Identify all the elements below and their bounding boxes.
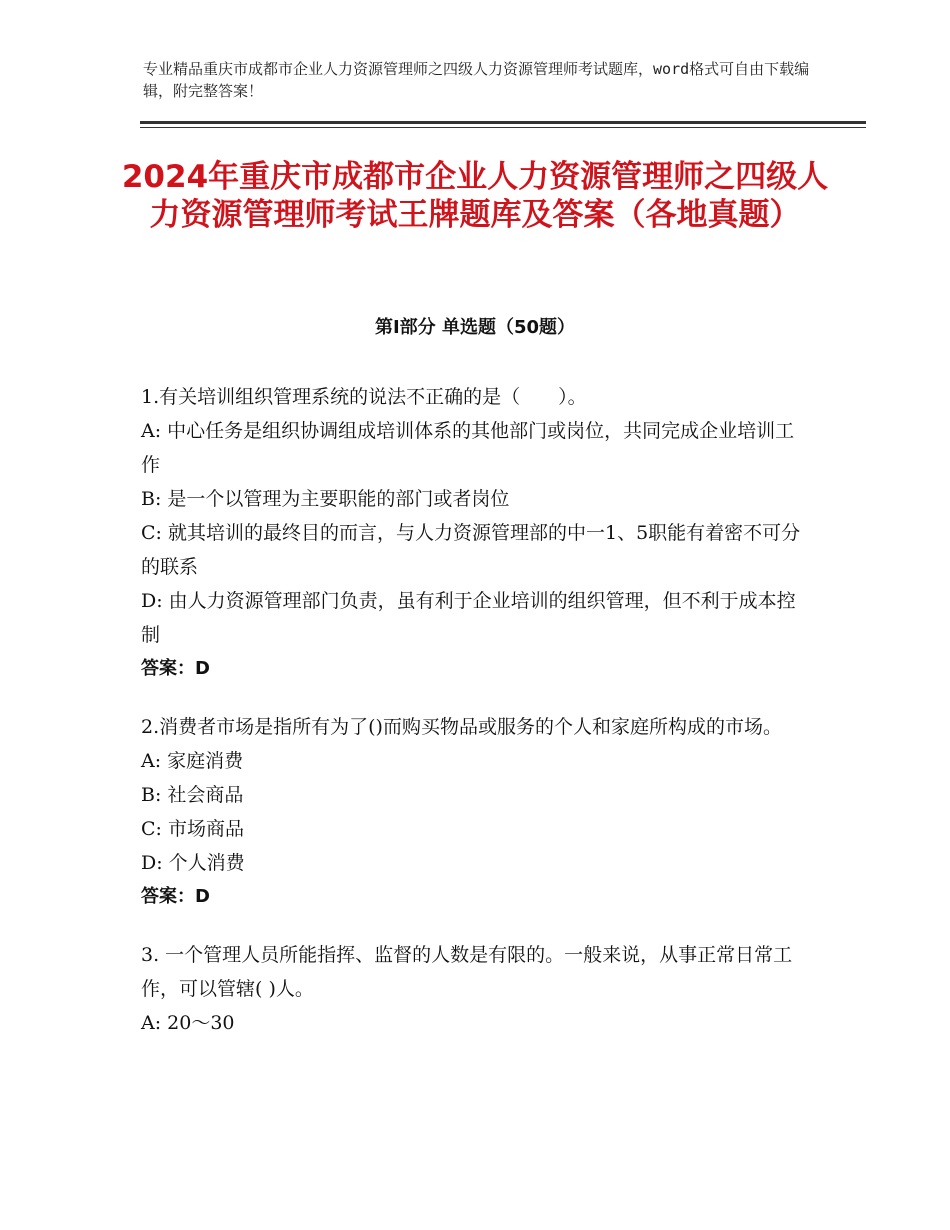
option-b: B: 社会商品 bbox=[141, 784, 244, 806]
option-d: D: 由人力资源管理部门负责，虽有利于企业培训的组织管理，但不利于成本控制 bbox=[141, 590, 796, 646]
option-c: C: 就其培训的最终目的而言，与人力资源管理部的中一1、5职能有着密不可分的联系 bbox=[141, 522, 801, 578]
question-list bbox=[141, 380, 806, 1064]
answer-label: 答案：D bbox=[141, 886, 210, 907]
option-b: B: 是一个以管理为主要职能的部门或者岗位 bbox=[141, 488, 510, 510]
answer-label: 答案：D bbox=[141, 658, 210, 679]
section-title: 第Ⅰ部分 单选题（50题） bbox=[374, 317, 575, 338]
header-rule-thin bbox=[140, 127, 866, 128]
question-stem: 2.消费者市场是指所有为了()而购买物品或服务的个人和家庭所构成的市场。 bbox=[141, 716, 782, 738]
question-stem: 3. 一个管理人员所能指挥、监督的人数是有限的。一般来说，从事正常日常工作，可以管辖( )人。 bbox=[141, 944, 793, 1000]
question-1 bbox=[141, 380, 806, 686]
question-stem: 1.有关培训组织管理系统的说法不正确的是（ ）。 bbox=[141, 386, 587, 408]
option-c: C: 市场商品 bbox=[141, 818, 244, 840]
option-d: D: 个人消费 bbox=[141, 852, 245, 874]
document-title: 2024年重庆市成都市企业人力资源管理师之四级人力资源管理师考试王牌题库及答案（各地真题） bbox=[121, 159, 829, 233]
question-3 bbox=[141, 938, 806, 1040]
option-a: A: 中心任务是组织协调组成培训体系的其他部门或岗位，共同完成企业培训工作 bbox=[141, 420, 795, 476]
header-note: 专业精品重庆市成都市企业人力资源管理师之四级人力资源管理师考试题库，word格式可自由下载编辑，附完整答案！ bbox=[143, 60, 810, 100]
option-a: A: 20～30 bbox=[141, 1012, 235, 1034]
question-2 bbox=[141, 710, 806, 914]
option-a: A: 家庭消费 bbox=[141, 750, 244, 772]
header-rule-thick bbox=[140, 121, 866, 124]
